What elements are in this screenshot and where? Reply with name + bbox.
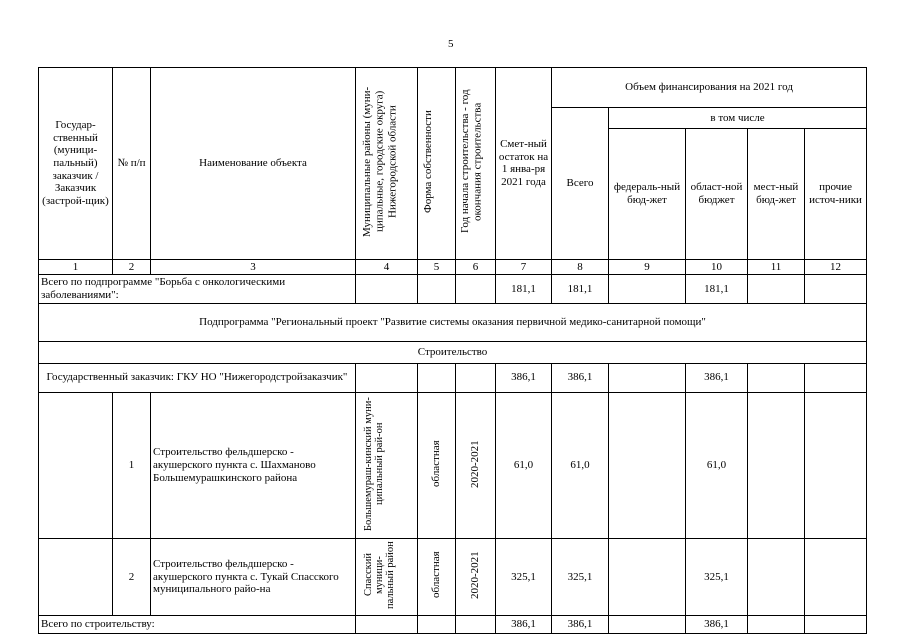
item-years bbox=[456, 392, 496, 539]
table-row bbox=[39, 392, 867, 539]
section-row bbox=[39, 341, 867, 363]
column-number: 11 bbox=[748, 259, 805, 275]
subprogram-total-label: Всего по подпрограмме "Борьба с онкологическими заболеваниями": bbox=[39, 275, 356, 303]
column-number: 1 bbox=[39, 259, 113, 275]
customer-row bbox=[39, 363, 867, 392]
column-number: 3 bbox=[151, 259, 356, 275]
cell-total: 61,0 bbox=[552, 392, 609, 539]
header-customer: Государ-ственный (муници-пальный) заказчик / Заказчик (застрой-щик) bbox=[39, 68, 113, 260]
page-number: 5 bbox=[448, 38, 454, 50]
header-regional-budget: област-ной бюджет bbox=[686, 128, 748, 259]
header-years bbox=[456, 68, 496, 260]
cell-regional: 386,1 bbox=[686, 363, 748, 392]
cell-estimate: 386,1 bbox=[496, 615, 552, 633]
column-number: 4 bbox=[356, 259, 418, 275]
construction-total-row bbox=[39, 615, 867, 633]
cell-total: 325,1 bbox=[552, 539, 609, 616]
cell-estimate: 181,1 bbox=[496, 275, 552, 303]
section-title: Строительство bbox=[39, 341, 867, 363]
subprogram-title-row bbox=[39, 303, 867, 341]
item-name: Строительство фельдшерско - акушерского пункта с. Тукай Спасского муниципального райо-на bbox=[151, 539, 356, 616]
column-number: 2 bbox=[113, 259, 151, 275]
header-financing: Объем финансирования на 2021 год bbox=[552, 68, 867, 108]
header-other-sources: прочие источ-ники bbox=[805, 128, 867, 259]
cell-regional: 181,1 bbox=[686, 275, 748, 303]
item-number: 1 bbox=[113, 392, 151, 539]
item-district-text: Большемураш-кинский муни-ципальный рай-он bbox=[362, 396, 385, 531]
header-object-name: Наименование объекта bbox=[151, 68, 356, 260]
column-numbers-row bbox=[39, 259, 867, 275]
cell-total: 386,1 bbox=[552, 363, 609, 392]
header-number: № п/п bbox=[113, 68, 151, 260]
item-district bbox=[356, 392, 418, 539]
header-districts-text: Муниципальные районы (муни-ципальные, городские округа) Нижегородской области bbox=[360, 86, 398, 237]
cell-regional: 386,1 bbox=[686, 615, 748, 633]
cell-total: 386,1 bbox=[552, 615, 609, 633]
item-district bbox=[356, 539, 418, 616]
column-number: 10 bbox=[686, 259, 748, 275]
header-years-text: Год начала строительства - год окончания строительства bbox=[458, 89, 484, 234]
cell-regional: 61,0 bbox=[686, 392, 748, 539]
column-number: 9 bbox=[609, 259, 686, 275]
construction-total-label: Всего по строительству: bbox=[39, 615, 356, 633]
item-years bbox=[456, 539, 496, 616]
header-including: в том числе bbox=[609, 108, 867, 129]
header-federal-budget: федераль-ный бюд-жет bbox=[609, 128, 686, 259]
subprogram-total-row bbox=[39, 275, 867, 303]
column-number: 7 bbox=[496, 259, 552, 275]
header-estimate-balance: Смет-ный остаток на 1 янва-ря 2021 года bbox=[496, 68, 552, 260]
item-number: 2 bbox=[113, 539, 151, 616]
cell-estimate: 386,1 bbox=[496, 363, 552, 392]
cell-estimate: 61,0 bbox=[496, 392, 552, 539]
header-districts bbox=[356, 68, 418, 260]
column-number: 5 bbox=[418, 259, 456, 275]
cell-total: 181,1 bbox=[552, 275, 609, 303]
item-ownership bbox=[418, 392, 456, 539]
item-name: Строительство фельдшерско - акушерского пункта с. Шахманово Большемурашкинского района bbox=[151, 392, 356, 539]
header-total: Всего bbox=[552, 108, 609, 260]
column-number: 6 bbox=[456, 259, 496, 275]
header-local-budget: мест-ный бюд-жет bbox=[748, 128, 805, 259]
item-years-text: 2020-2021 bbox=[468, 439, 481, 488]
header-ownership-text: Форма собственности bbox=[421, 110, 434, 213]
table-row bbox=[39, 539, 867, 616]
header-ownership bbox=[418, 68, 456, 260]
item-ownership-text: областная bbox=[429, 440, 442, 487]
customer-label: Государственный заказчик: ГКУ НО "Нижегородстройзаказчик" bbox=[39, 363, 356, 392]
cell-estimate: 325,1 bbox=[496, 539, 552, 616]
column-number: 8 bbox=[552, 259, 609, 275]
item-years-text: 2020-2021 bbox=[468, 551, 481, 600]
item-district-text: Спасский муници-пальный район bbox=[362, 541, 396, 610]
cell-regional: 325,1 bbox=[686, 539, 748, 616]
subprogram-title: Подпрограмма "Региональный проект "Развитие системы оказания первичной медико-санитарной помощи" bbox=[39, 303, 867, 341]
item-ownership bbox=[418, 539, 456, 616]
item-ownership-text: областная bbox=[429, 551, 442, 599]
column-number: 12 bbox=[805, 259, 867, 275]
financing-table bbox=[38, 67, 867, 634]
